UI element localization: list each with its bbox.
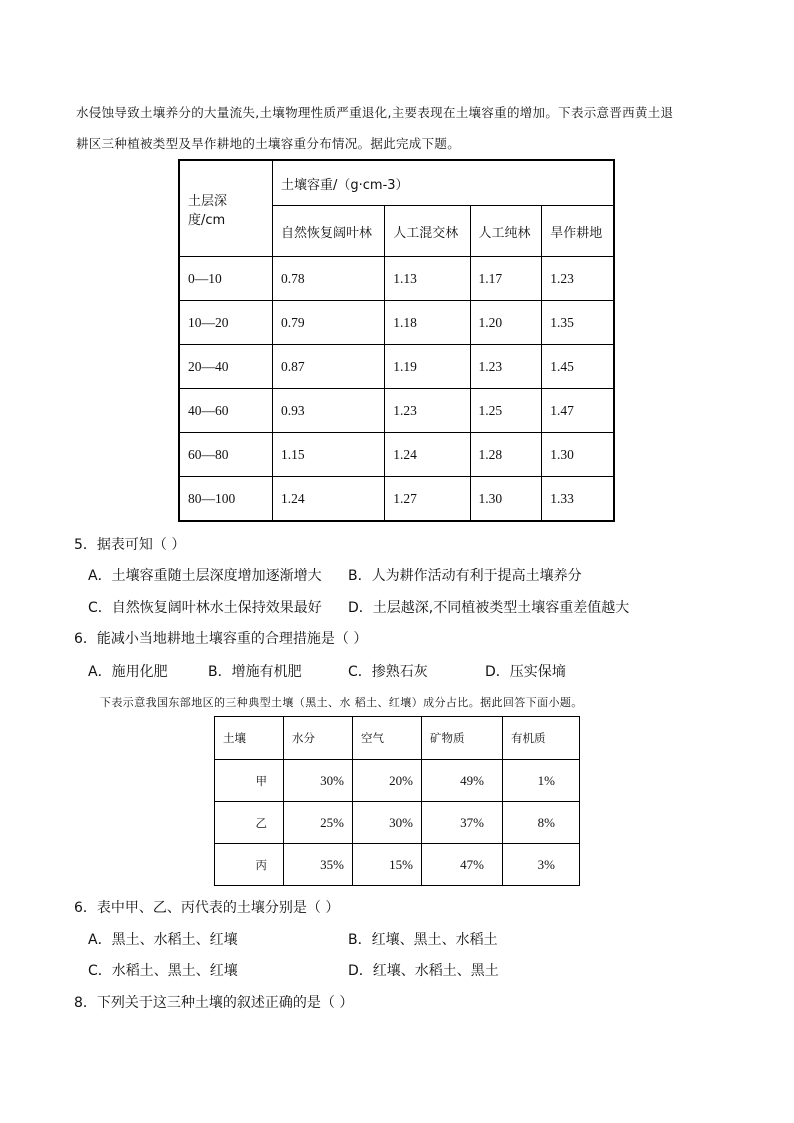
table-row bbox=[215, 844, 580, 886]
col-header: 有机质 bbox=[503, 717, 580, 760]
value-cell: 0.87 bbox=[273, 345, 385, 389]
value-cell: 15% bbox=[353, 844, 422, 886]
value-cell: 25% bbox=[284, 802, 353, 844]
value-cell: 1.30 bbox=[542, 433, 614, 477]
value-cell: 30% bbox=[284, 760, 353, 802]
value-cell: 1.23 bbox=[385, 389, 470, 433]
q6b-option-a: A．黑土、水稻土、红壤 bbox=[88, 932, 238, 948]
table-row bbox=[179, 389, 614, 433]
depth-cell: 0—10 bbox=[179, 257, 273, 301]
value-cell: 1% bbox=[503, 760, 580, 802]
col-header: 旱作耕地 bbox=[542, 206, 614, 257]
soil-name-cell: 乙 bbox=[215, 802, 284, 844]
q5-option-d: D．土层越深,不同植被类型土壤容重差值越大 bbox=[348, 600, 630, 616]
col-header: 人工纯林 bbox=[470, 206, 542, 257]
value-cell: 1.47 bbox=[542, 389, 614, 433]
soil-density-table bbox=[178, 159, 615, 522]
value-cell: 0.78 bbox=[273, 257, 385, 301]
depth-cell: 40—60 bbox=[179, 389, 273, 433]
value-cell: 1.28 bbox=[470, 433, 542, 477]
q6b-option-b: B．红壤、黑土、水稻土 bbox=[348, 932, 498, 948]
intro-line-2: 耕区三种植被类型及旱作耕地的土壤容重分布情况。据此完成下题。 bbox=[76, 136, 461, 151]
col-header: 矿物质 bbox=[422, 717, 503, 760]
depth-cell: 60—80 bbox=[179, 433, 273, 477]
soil-composition-table bbox=[214, 716, 580, 886]
value-cell: 1.17 bbox=[470, 257, 542, 301]
value-cell: 1.23 bbox=[470, 345, 542, 389]
header-density: 土壤容重/（g·cm-3） bbox=[273, 160, 615, 206]
col-header: 水分 bbox=[284, 717, 353, 760]
value-cell: 1.13 bbox=[385, 257, 470, 301]
q5-option-a: A．土壤容重随土层深度增加逐渐增大 bbox=[88, 568, 322, 584]
q5-option-b: B．人为耕作活动有利于提高土壤养分 bbox=[348, 568, 582, 584]
q6b-option-d: D．红壤、水稻土、黑土 bbox=[348, 963, 499, 979]
table-row bbox=[179, 301, 614, 345]
question-8-stem: 8．下列关于这三种土壤的叙述正确的是（ ） bbox=[74, 995, 354, 1011]
question-5-stem: 5．据表可知（ ） bbox=[74, 537, 186, 553]
depth-cell: 20—40 bbox=[179, 345, 273, 389]
intro-line-1: 水侵蚀导致土壤养分的大量流失,土壤物理性质严重退化,主要表现在土壤容重的增加。下表示意晋西黄土退 bbox=[76, 105, 674, 120]
soil-name-cell: 丙 bbox=[215, 844, 284, 886]
value-cell: 37% bbox=[422, 802, 503, 844]
value-cell: 1.24 bbox=[273, 477, 385, 522]
question-6a-stem: 6．能减小当地耕地土壤容重的合理措施是（ ） bbox=[74, 631, 368, 647]
value-cell: 35% bbox=[284, 844, 353, 886]
value-cell: 20% bbox=[353, 760, 422, 802]
value-cell: 49% bbox=[422, 760, 503, 802]
q6a-option-a: A．施用化肥 bbox=[88, 664, 168, 680]
table-header-row bbox=[215, 717, 580, 760]
value-cell: 0.93 bbox=[273, 389, 385, 433]
value-cell: 1.30 bbox=[470, 477, 542, 522]
table-row bbox=[215, 802, 580, 844]
table-row bbox=[179, 477, 614, 522]
value-cell: 1.35 bbox=[542, 301, 614, 345]
value-cell: 1.25 bbox=[470, 389, 542, 433]
col-header: 空气 bbox=[353, 717, 422, 760]
value-cell: 1.23 bbox=[542, 257, 614, 301]
soil-name-cell: 甲 bbox=[215, 760, 284, 802]
value-cell: 1.15 bbox=[273, 433, 385, 477]
value-cell: 0.79 bbox=[273, 301, 385, 345]
question-6b-stem: 6．表中甲、乙、丙代表的土壤分别是（ ） bbox=[74, 900, 340, 916]
value-cell: 1.18 bbox=[385, 301, 470, 345]
header-depth: 土层深度/cm bbox=[179, 160, 273, 257]
table-row bbox=[179, 433, 614, 477]
q6b-option-c: C．水稻土、黑土、红壤 bbox=[88, 963, 238, 979]
value-cell: 3% bbox=[503, 844, 580, 886]
depth-cell: 10—20 bbox=[179, 301, 273, 345]
value-cell: 1.33 bbox=[542, 477, 614, 522]
q5-option-c: C．自然恢复阔叶林水土保持效果最好 bbox=[88, 600, 322, 616]
value-cell: 1.20 bbox=[470, 301, 542, 345]
q6a-option-b: B．增施有机肥 bbox=[208, 664, 302, 680]
col-header: 人工混交林 bbox=[385, 206, 470, 257]
value-cell: 1.24 bbox=[385, 433, 470, 477]
value-cell: 47% bbox=[422, 844, 503, 886]
table-row bbox=[215, 760, 580, 802]
q6a-option-d: D．压实保墒 bbox=[485, 664, 566, 680]
value-cell: 30% bbox=[353, 802, 422, 844]
table-header-row bbox=[179, 160, 614, 206]
col-header: 自然恢复阔叶林 bbox=[273, 206, 385, 257]
table-row bbox=[179, 257, 614, 301]
value-cell: 1.45 bbox=[542, 345, 614, 389]
value-cell: 1.27 bbox=[385, 477, 470, 522]
col-header: 土壤 bbox=[215, 717, 284, 760]
table-row bbox=[179, 345, 614, 389]
q6a-option-c: C．掺熟石灰 bbox=[348, 664, 428, 680]
depth-cell: 80—100 bbox=[179, 477, 273, 522]
intro-2: 下表示意我国东部地区的三种典型土壤（黑土、水 稻土、红壤）成分占比。据此回答下面小题。 bbox=[100, 696, 583, 709]
value-cell: 1.19 bbox=[385, 345, 470, 389]
value-cell: 8% bbox=[503, 802, 580, 844]
